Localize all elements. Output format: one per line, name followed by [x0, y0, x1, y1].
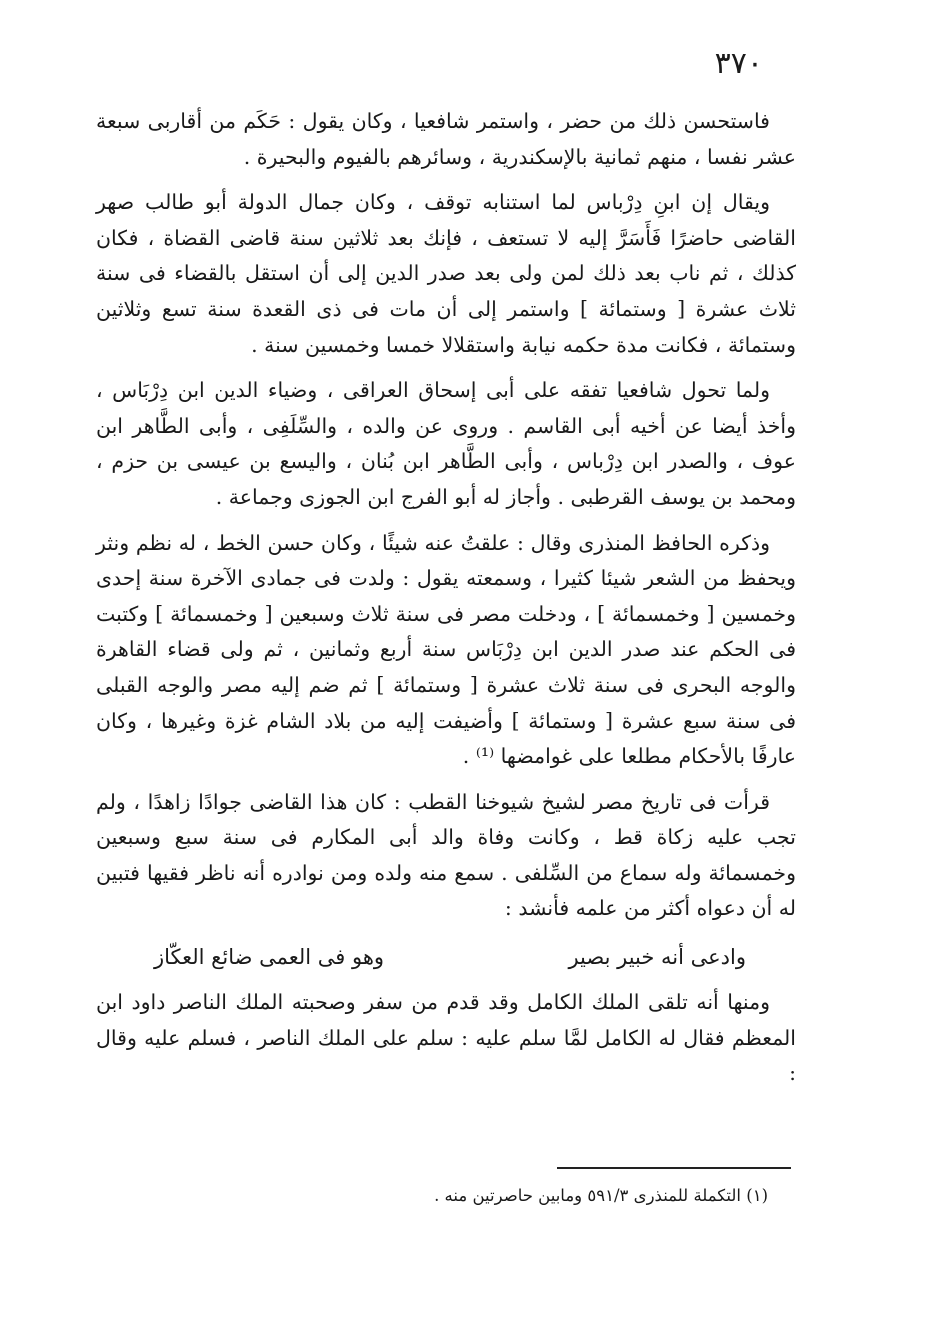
- paragraph: قرأت فى تاريخ مصر لشيخ شيوخنا القطب : كان هذا القاضى جوادًا زاهدًا ، ولم تجب عليه زكاة قط ، وكانت وفاة والد أبى المكارم فى سنة سبع وسبعين وخمسمائة وله سماع من السِّلفى . سمع منه ولده ومن نوادره أنه ناظر فقيها فتبين له أن دعواه أكثر من علمه فأنشد :: [96, 789, 796, 921]
- paragraph: وذكره الحافظ المنذرى وقال : علقتُ عنه شيئًا ، وكان حسن الخط ، له نظم ونثر ويحفظ من الشعر شيئا كثيرا ، وسمعته يقول : ولدت فى جمادى الآخرة سنة إحدى وخمسين [ وخمسمائة ] ، ودخلت مصر فى سنة ثلاث وسبعين [ وخمسمائة ] وكتبت فى الحكم عند صدر الدين ابن دِرْبَاس سنة أربع وثمانين ، ثم ولى قضاء القاهرة والوجه البحرى فى سنة ثلاث عشرة [ وستمائة ] ثم ضم إليه مصر والوجه القبلى فى سنة سبع عشرة [ وستمائة ] وأضيفت إليه من بلاد الشام غزة وغيرها ، وكان عارفًا بالأحكام مطلعا على غوامضها ⁽¹⁾ .: [96, 530, 796, 769]
- main-text: [96, 104, 796, 1102]
- page-number: ٣٧٠: [714, 46, 763, 81]
- paragraph: ومنها أنه تلقى الملك الكامل وقد قدم من سفر وصحبته الملك الناصر داود ابن المعظم فقال له الكامل لمَّا سلم عليه : سلم على الملك الناصر ، فسلم عليه وقال :: [96, 990, 796, 1086]
- paragraph: ويقال إن ابنِ دِرْباس لما استنابه توقف ، وكان جمال الدولة أبو طالب صهر القاضى حاضرًا فَأَسَرَّ إليه لا تستعف ، فإنك بعد ثلاثين سنة قاضى القضاة ، فكان كذلك ، ثم ناب بعد ذلك لمن ولى بعد صدر الدين إلى أن استقل بالقضاء فى سنة ثلاث عشرة [ وستمائة ] واستمر إلى أن مات فى ذى القعدة سنة تسع وثلاثين وستمائة ، فكانت مدة حكمه نيابة واستقلالا خمسا وخمسين سنة .: [96, 190, 796, 357]
- paragraph: فاستحسن ذلك من حضر ، واستمر شافعيا ، وكان يقول : حَكَم من أقاربى سبعة عشر نفسا ، منهم ثمانية بالإسكندرية ، وسائرهم بالفيوم والبحيرة .: [96, 109, 796, 169]
- poem-verse: [96, 937, 796, 977]
- footnote-divider: [557, 1167, 791, 1169]
- verse-second-hemistich: وهو فى العمى ضائع العكّاز: [154, 945, 385, 970]
- footnote: (١) التكملة للمنذرى ٥٩١/٣ ومابين حاصرتين منه .: [434, 1186, 768, 1205]
- paragraph: ولما تحول شافعيا تفقه على أبى إسحاق العراقى ، وضياء الدين ابن دِرْبَاس ، وأخذ أيضا عن أخيه أبى القاسم . وروى عن والده ، والسِّلَفِى ، وأبى الطَّاهر ابن عوف ، والصدر ابن دِرْباس ، وأبى الطَّاهر ابن بُنان ، واليسع بن عيسى بن حزم ، ومحمد بن يوسف القرطبى . وأجاز له أبو الفرج ابن الجوزى وجماعة .: [96, 378, 796, 509]
- verse-first-hemistich: وادعى أنه خبير بصير: [568, 945, 746, 970]
